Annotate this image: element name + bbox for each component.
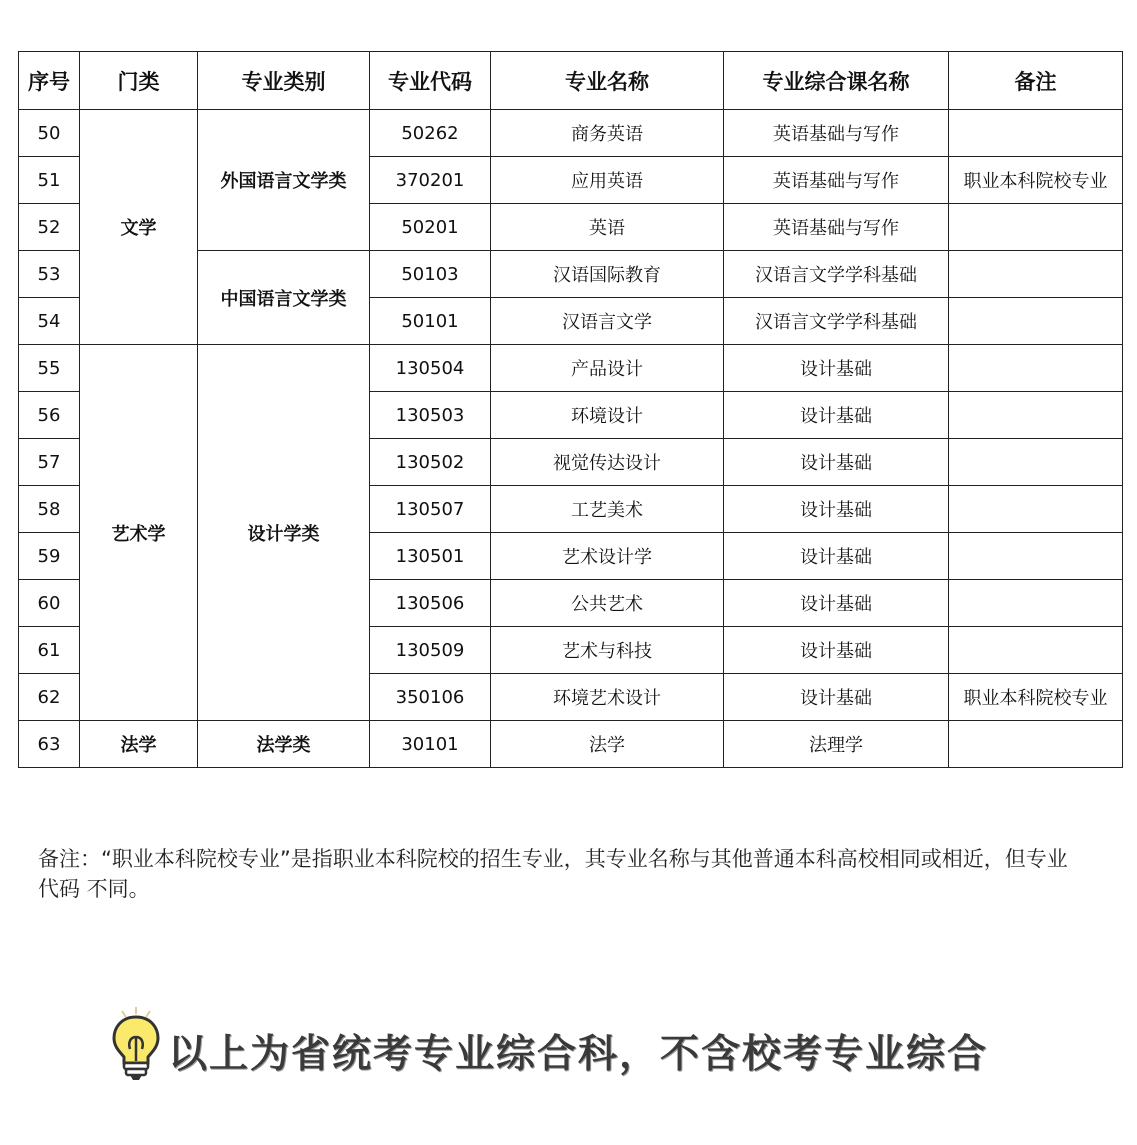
row-remark: [949, 298, 1123, 345]
header-remark: 备注: [949, 52, 1123, 110]
row-course-name: 英语基础与写作: [724, 157, 949, 204]
row-code: 130503: [370, 392, 491, 439]
header-major-name: 专业名称: [491, 52, 724, 110]
table-row: [19, 110, 1123, 157]
row-no: 61: [19, 627, 80, 674]
row-no: 53: [19, 251, 80, 298]
row-major-name: 公共艺术: [491, 580, 724, 627]
table-row: [19, 345, 1123, 392]
row-code: 50262: [370, 110, 491, 157]
row-no: 58: [19, 486, 80, 533]
bottom-banner: [108, 1005, 1068, 1081]
row-code: 30101: [370, 721, 491, 768]
row-remark: [949, 439, 1123, 486]
lightbulb-icon: [108, 1005, 164, 1081]
category-cell: 艺术学: [80, 345, 198, 721]
row-remark: [949, 627, 1123, 674]
row-no: 62: [19, 674, 80, 721]
row-major-name: 英语: [491, 204, 724, 251]
row-major-name: 产品设计: [491, 345, 724, 392]
row-remark: 职业本科院校专业: [949, 157, 1123, 204]
row-no: 57: [19, 439, 80, 486]
row-no: 52: [19, 204, 80, 251]
header-code: 专业代码: [370, 52, 491, 110]
row-code: 350106: [370, 674, 491, 721]
row-no: 51: [19, 157, 80, 204]
category-cell: 法学: [80, 721, 198, 768]
row-major-name: 环境设计: [491, 392, 724, 439]
row-major-name: 环境艺术设计: [491, 674, 724, 721]
row-course-name: 设计基础: [724, 392, 949, 439]
row-no: 50: [19, 110, 80, 157]
row-course-name: 汉语言文学学科基础: [724, 251, 949, 298]
row-code: 370201: [370, 157, 491, 204]
row-code: 50103: [370, 251, 491, 298]
row-code: 130506: [370, 580, 491, 627]
row-no: 55: [19, 345, 80, 392]
row-remark: [949, 533, 1123, 580]
row-major-name: 应用英语: [491, 157, 724, 204]
row-code: 50201: [370, 204, 491, 251]
row-major-name: 法学: [491, 721, 724, 768]
row-course-name: 设计基础: [724, 486, 949, 533]
header-course-name: 专业综合课名称: [724, 52, 949, 110]
row-course-name: 设计基础: [724, 439, 949, 486]
table-row: [19, 721, 1123, 768]
row-remark: [949, 204, 1123, 251]
row-major-name: 商务英语: [491, 110, 724, 157]
row-remark: [949, 486, 1123, 533]
row-no: 59: [19, 533, 80, 580]
row-remark: [949, 580, 1123, 627]
row-code: 130509: [370, 627, 491, 674]
row-course-name: 法理学: [724, 721, 949, 768]
class-cell: 中国语言文学类: [198, 251, 370, 345]
header-no: 序号: [19, 52, 80, 110]
header-class: 专业类别: [198, 52, 370, 110]
row-code: 130507: [370, 486, 491, 533]
row-no: 60: [19, 580, 80, 627]
row-code: 130501: [370, 533, 491, 580]
row-remark: [949, 251, 1123, 298]
header-category: 门类: [80, 52, 198, 110]
row-major-name: 视觉传达设计: [491, 439, 724, 486]
row-remark: [949, 721, 1123, 768]
class-cell: 外国语言文学类: [198, 110, 370, 251]
row-code: 130504: [370, 345, 491, 392]
row-course-name: 设计基础: [724, 627, 949, 674]
row-remark: [949, 345, 1123, 392]
row-course-name: 设计基础: [724, 345, 949, 392]
row-major-name: 工艺美术: [491, 486, 724, 533]
footnote: 备注：“职业本科院校专业”是指职业本科院校的招生专业，其专业名称与其他普通本科高校相同或相近，但专业代码 不同。: [38, 847, 1068, 901]
table-header-row: [19, 52, 1123, 110]
row-course-name: 设计基础: [724, 580, 949, 627]
row-no: 54: [19, 298, 80, 345]
row-remark: 职业本科院校专业: [949, 674, 1123, 721]
row-major-name: 艺术设计学: [491, 533, 724, 580]
row-code: 130502: [370, 439, 491, 486]
row-major-name: 汉语国际教育: [491, 251, 724, 298]
row-course-name: 英语基础与写作: [724, 110, 949, 157]
row-remark: [949, 110, 1123, 157]
row-remark: [949, 392, 1123, 439]
row-code: 50101: [370, 298, 491, 345]
row-no: 63: [19, 721, 80, 768]
category-cell: 文学: [80, 110, 198, 345]
row-major-name: 汉语言文学: [491, 298, 724, 345]
row-course-name: 汉语言文学学科基础: [724, 298, 949, 345]
row-course-name: 设计基础: [724, 533, 949, 580]
row-major-name: 艺术与科技: [491, 627, 724, 674]
row-course-name: 英语基础与写作: [724, 204, 949, 251]
row-no: 56: [19, 392, 80, 439]
banner-text: 以上为省统考专业综合科，不含校考专业综合: [168, 1032, 989, 1077]
majors-table: [18, 51, 1123, 768]
row-course-name: 设计基础: [724, 674, 949, 721]
class-cell: 法学类: [198, 721, 370, 768]
class-cell: 设计学类: [198, 345, 370, 721]
